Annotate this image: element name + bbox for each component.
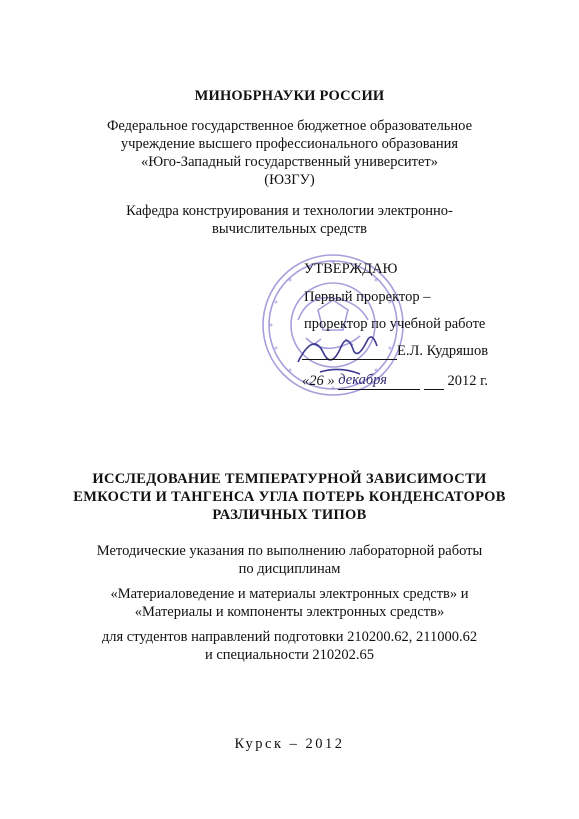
institution-abbrev: (ЮЗГУ) [264, 172, 315, 188]
institution-line: «Юго-Западный государственный университет» [140, 154, 439, 170]
approver-position: проректор по учебной работе [304, 316, 486, 332]
method-description-line: Методические указания по выполнению лабораторной работы [96, 543, 483, 559]
audience-line: для студентов направлений подготовки 210200.62, 211000.62 [101, 629, 478, 645]
approval-day: «26 » [302, 373, 335, 389]
approver-signature-line [302, 342, 562, 360]
method-description-line: по дисциплинам [238, 561, 341, 577]
approval-month-field [338, 371, 420, 390]
department-line: Кафедра конструирования и технологии электронно- [126, 203, 453, 219]
audience-line: и специальности 210202.65 [204, 647, 375, 663]
date-underline [424, 389, 444, 390]
approver-name: Е.Л. Кудряшов [397, 343, 489, 359]
institution-line: учреждение высшего профессионального образования [120, 136, 459, 152]
approver-position: Первый проректор – [304, 289, 431, 305]
ministry-title: МИНОБРНАУКИ РОССИИ [194, 88, 385, 104]
document-title-line: ЕМКОСТИ И ТАНГЕНСА УГЛА ПОТЕРЬ КОНДЕНСАТОРОВ [73, 489, 506, 505]
discipline-line: «Материалы и компоненты электронных средств» [134, 604, 445, 620]
approval-month: декабря [338, 372, 387, 388]
department-line: вычислительных средств [212, 221, 367, 237]
document-title-line: РАЗЛИЧНЫХ ТИПОВ [212, 507, 367, 523]
document-title-line: ИССЛЕДОВАНИЕ ТЕМПЕРАТУРНОЙ ЗАВИСИМОСТИ [92, 471, 487, 487]
signature-underline [302, 359, 397, 360]
discipline-line: «Материаловедение и материалы электронных средств» и [110, 586, 469, 602]
approve-label: УТВЕРЖДАЮ [304, 261, 398, 277]
city-year: Курск – 2012 [234, 736, 345, 752]
institution-line: Федеральное государственное бюджетное образовательное [106, 118, 473, 134]
approval-year: 2012 г. [447, 373, 489, 389]
approval-date-line [302, 371, 562, 390]
